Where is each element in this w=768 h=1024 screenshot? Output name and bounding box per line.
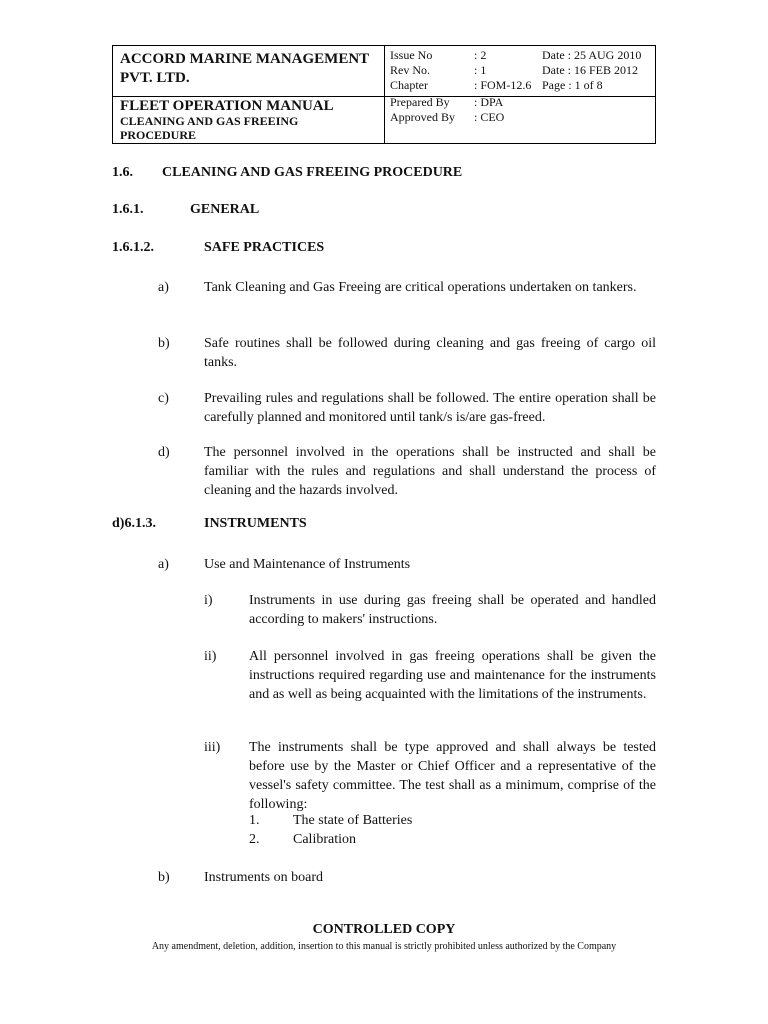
test-item-1-text: The state of Batteries bbox=[293, 813, 413, 828]
instruments-a-label: a) bbox=[158, 557, 169, 572]
safe-practice-a-text: Tank Cleaning and Gas Freeing are critical operations undertaken on tankers. bbox=[204, 280, 637, 295]
procedure-title-line1: CLEANING AND GAS FREEING bbox=[120, 114, 299, 128]
safe-practice-c-text: Prevailing rules and regulations shall be followed. The entire operation shall be carefully planned and monitored until tank/s is/are gas-freed. bbox=[204, 391, 656, 425]
company-name-line1: ACCORD MARINE MANAGEMENT bbox=[120, 51, 370, 67]
safe-practice-c-label: c) bbox=[158, 391, 169, 406]
safe-practice-d-label: d) bbox=[158, 445, 170, 460]
issue-no-label: Issue No bbox=[390, 48, 433, 62]
sub-item-iii-text: The instruments shall be type approved and shall always be tested before use by the Master or Chief Officer and a representative of the vessel's safety committee. The test shall as a minimum, comprise of the following: bbox=[249, 740, 656, 812]
approved-by-label: Approved By bbox=[390, 110, 455, 124]
sub-item-i-label: i) bbox=[204, 593, 213, 608]
test-item-2-text: Calibration bbox=[293, 832, 356, 847]
page-info: Page : 1 of 8 bbox=[542, 78, 603, 92]
section-1-6-number: 1.6. bbox=[112, 165, 133, 180]
controlled-copy-footer: CONTROLLED COPY bbox=[312, 922, 456, 937]
safe-practice-d-text: The personnel involved in the operations shall be instructed and shall be familiar with the rules and regulations and shall understand the process of cleaning and the hazards involved. bbox=[204, 445, 656, 498]
section-1-6-title: CLEANING AND GAS FREEING PROCEDURE bbox=[162, 165, 463, 180]
manual-title: FLEET OPERATION MANUAL bbox=[120, 98, 334, 114]
section-6-1-3-title: INSTRUMENTS bbox=[204, 516, 307, 531]
instruments-b-label: b) bbox=[158, 870, 170, 885]
chapter-value: : FOM-12.6 bbox=[474, 78, 532, 92]
instruments-b-text: Instruments on board bbox=[204, 870, 323, 885]
sub-item-ii-text: All personnel involved in gas freeing operations shall be given the instructions required regarding use and maintenance for the instruments and as well as being acquainted with the limitations of the instruments. bbox=[249, 649, 656, 702]
prepared-by-value: : DPA bbox=[474, 95, 504, 109]
amendment-notice: Any amendment, deletion, addition, insertion to this manual is strictly prohibited unless authorized by the Company bbox=[151, 941, 617, 952]
header-divider-vertical bbox=[384, 46, 385, 143]
section-1-6-1-number: 1.6.1. bbox=[112, 202, 144, 217]
test-item-2-number: 2. bbox=[249, 832, 260, 847]
section-1-6-1-title: GENERAL bbox=[190, 202, 260, 217]
rev-no-label: Rev No. bbox=[390, 63, 430, 77]
document-header-table bbox=[112, 45, 656, 144]
approved-by-value: : CEO bbox=[474, 110, 505, 124]
section-6-1-3-number: d)6.1.3. bbox=[112, 516, 156, 531]
safe-practice-b-text: Safe routines shall be followed during cleaning and gas freeing of cargo oil tanks. bbox=[204, 336, 656, 370]
test-item-1-number: 1. bbox=[249, 813, 260, 828]
section-1-6-1-2-number: 1.6.1.2. bbox=[112, 240, 154, 255]
company-name-line2: PVT. LTD. bbox=[120, 70, 190, 86]
section-1-6-1-2-title: SAFE PRACTICES bbox=[204, 240, 325, 255]
instruments-a-text: Use and Maintenance of Instruments bbox=[204, 557, 411, 572]
safe-practice-a-label: a) bbox=[158, 280, 169, 295]
chapter-label: Chapter bbox=[390, 78, 428, 92]
sub-item-iii-label: iii) bbox=[204, 740, 221, 755]
rev-date: Date : 16 FEB 2012 bbox=[542, 63, 638, 77]
issue-date: Date : 25 AUG 2010 bbox=[542, 48, 642, 62]
sub-item-i-text: Instruments in use during gas freeing shall be operated and handled according to makers' instructions. bbox=[249, 593, 656, 627]
sub-item-ii-label: ii) bbox=[204, 649, 217, 664]
safe-practice-b-label: b) bbox=[158, 336, 170, 351]
issue-no-value: : 2 bbox=[474, 48, 487, 62]
prepared-by-label: Prepared By bbox=[390, 95, 450, 109]
rev-no-value: : 1 bbox=[474, 63, 487, 77]
procedure-title-line2: PROCEDURE bbox=[120, 128, 197, 142]
